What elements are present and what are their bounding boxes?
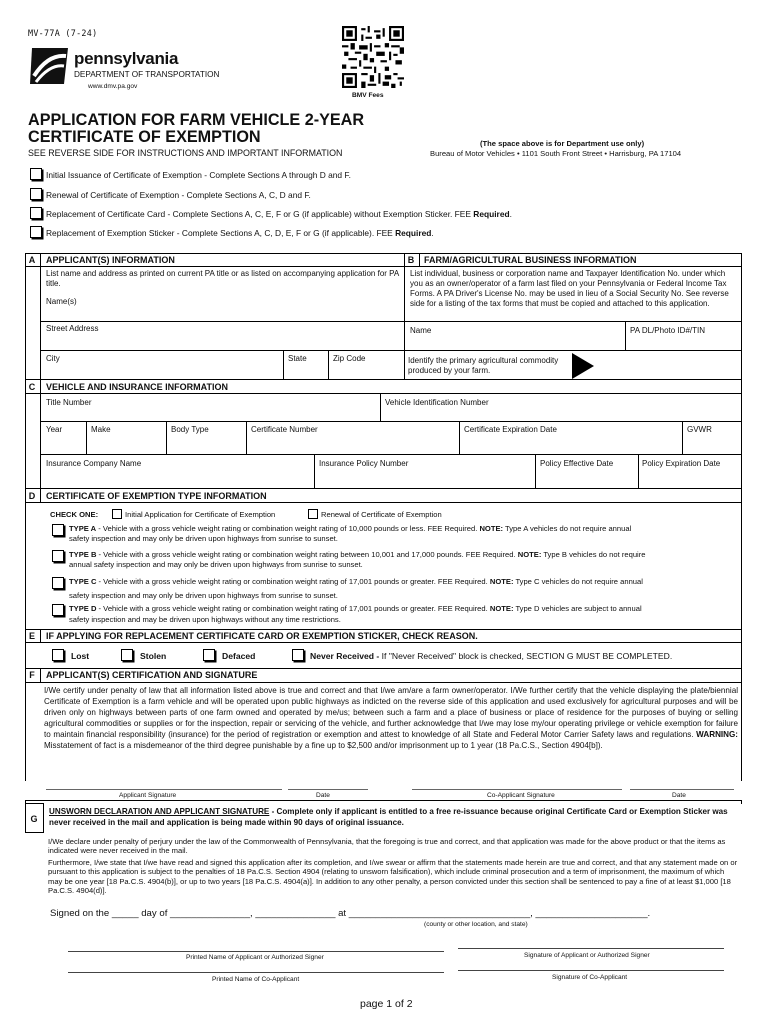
option-replace-card-label: Replacement of Certificate Card - Complete Sections A, C, E, F or G (if applicable) without Exemption Sticker. FEE Required. bbox=[46, 209, 512, 219]
type-c-text: TYPE C - Vehicle with a gross vehicle weight rating or combination weight rating of 17,001 pounds or greater. FEE Required. NOTE: Type C vehicles do not require annual bbox=[69, 577, 643, 586]
cert-exp-field[interactable] bbox=[460, 422, 682, 454]
section-a-instruction: List name and address as printed on current PA title or as listed on accompanying application for PA title. bbox=[46, 269, 399, 288]
section-f-letter: F bbox=[29, 670, 35, 680]
arrow-right-icon bbox=[572, 353, 594, 379]
printed-name-coapplicant-label: Printed Name of Co-Applicant bbox=[212, 976, 300, 983]
applicant-signature-field[interactable] bbox=[46, 770, 282, 789]
applicant-signature-label: Applicant Signature bbox=[119, 792, 177, 799]
section-g-letter: G bbox=[30, 814, 38, 824]
certificate-number-label: Certificate Number bbox=[251, 425, 318, 434]
dl-tin-field[interactable] bbox=[626, 322, 741, 350]
option-replace-sticker-label: Replacement of Exemption Sticker - Complete Sections A, C, D, E, F or G (if applicable). FEE Required. bbox=[46, 228, 434, 238]
title-number-label: Title Number bbox=[46, 398, 92, 407]
type-d-checkbox[interactable] bbox=[52, 604, 64, 616]
option-renewal-checkbox[interactable] bbox=[30, 188, 42, 200]
gvwr-label: GVWR bbox=[687, 425, 712, 434]
make-label: Make bbox=[91, 425, 111, 434]
option-renewal-label: Renewal of Certificate of Exemption - Complete Sections A, C, D and F. bbox=[46, 190, 311, 200]
dept-use-note: (The space above is for Department use only) bbox=[480, 139, 645, 148]
policy-effective-label: Policy Effective Date bbox=[540, 459, 614, 468]
cert-exp-label: Certificate Expiration Date bbox=[464, 425, 557, 434]
initial-application-checkbox[interactable] bbox=[112, 509, 122, 519]
section-e-title: IF APPLYING FOR REPLACEMENT CERTIFICATE CARD OR EXEMPTION STICKER, CHECK REASON. bbox=[46, 631, 478, 641]
names-label: Name(s) bbox=[46, 297, 77, 306]
year-label: Year bbox=[46, 425, 63, 434]
stolen-label: Stolen bbox=[140, 651, 167, 661]
type-d-text-2: safety inspection and may be driven upon highways without any time restrictions. bbox=[69, 615, 341, 624]
city-field[interactable] bbox=[40, 351, 283, 379]
page-number: page 1 of 2 bbox=[360, 998, 413, 1010]
never-received-checkbox[interactable] bbox=[292, 649, 304, 661]
policy-expiration-label: Policy Expiration Date bbox=[642, 459, 721, 468]
title-line1: APPLICATION FOR FARM VEHICLE 2-YEAR bbox=[28, 111, 365, 129]
co-applicant-signature-field[interactable] bbox=[412, 770, 622, 789]
section-c-title: VEHICLE AND INSURANCE INFORMATION bbox=[46, 382, 228, 392]
agency-dept: DEPARTMENT OF TRANSPORTATION bbox=[74, 70, 220, 79]
section-b-instruction: List individual, business or corporation name and Taxpayer Identification No. under which you as an owner/operator of a farm last filed on your Pennsylvania or Federal Income Tax Forms. A PA Driver's License No. may be used in lieu of a Social Security No. See reverse side for a listing of the tax forms that must be copied and attached to this application. bbox=[410, 269, 729, 308]
city-label: City bbox=[46, 354, 60, 363]
lost-label: Lost bbox=[71, 651, 90, 661]
section-b-letter: B bbox=[407, 255, 415, 265]
policy-number-field[interactable] bbox=[315, 455, 535, 488]
signature-applicant-field[interactable] bbox=[458, 931, 724, 948]
names-field[interactable] bbox=[40, 294, 404, 321]
option-initial-checkbox[interactable] bbox=[30, 168, 42, 180]
section-a-letter: A bbox=[28, 255, 36, 265]
type-d-text: TYPE D - Vehicle with a gross vehicle weight rating or combination weight rating of 17,001 pounds or greater. FEE Required. NOTE: Type D vehicles are subject to annual bbox=[69, 604, 642, 613]
renewal-label: Renewal of Certificate of Exemption bbox=[321, 510, 442, 519]
initial-application-label: Initial Application for Certificate of Exemption bbox=[125, 510, 276, 519]
type-a-text: TYPE A - Vehicle with a gross vehicle weight rating or combination weight rating of 10,000 pounds or less. FEE Required. NOTE: Type A vehicles do not require annual bbox=[69, 524, 632, 533]
business-name-label: Name bbox=[410, 326, 432, 335]
section-a-title: APPLICANT(S) INFORMATION bbox=[46, 255, 175, 265]
section-c-letter: C bbox=[28, 382, 36, 392]
vin-field[interactable] bbox=[381, 394, 741, 421]
printed-name-coapplicant-field[interactable] bbox=[68, 956, 444, 972]
defaced-checkbox[interactable] bbox=[203, 649, 215, 661]
type-b-text: TYPE B - Vehicle with a gross vehicle weight rating or combination weight rating between 10,001 and 17,000 pounds. FEE Required. NOTE: Type B vehicles do not require bbox=[69, 550, 646, 559]
type-b-text-2: annual safety inspection and may only be driven upon highways from sunrise to sunset. bbox=[69, 560, 363, 569]
section-e-letter: E bbox=[28, 631, 35, 641]
body-type-label: Body Type bbox=[171, 425, 209, 434]
signature-coapplicant-label: Signature of Co-Applicant bbox=[552, 974, 628, 981]
type-c-checkbox[interactable] bbox=[52, 577, 64, 589]
policy-expiration-field[interactable] bbox=[639, 455, 741, 488]
renewal-checkbox[interactable] bbox=[308, 509, 318, 519]
defaced-label: Defaced bbox=[222, 651, 256, 661]
bureau-address: Bureau of Motor Vehicles • 1101 South Front Street • Harrisburg, PA 17104 bbox=[430, 149, 682, 158]
keystone-logo-icon bbox=[28, 46, 72, 86]
section-d-title: CERTIFICATE OF EXEMPTION TYPE INFORMATION bbox=[46, 491, 267, 501]
type-b-checkbox[interactable] bbox=[52, 550, 64, 562]
qr-code-icon bbox=[342, 26, 404, 88]
printed-name-applicant-field[interactable] bbox=[68, 934, 444, 951]
gvwr-field[interactable] bbox=[683, 422, 741, 454]
applicant-date-field[interactable] bbox=[288, 770, 368, 789]
type-a-checkbox[interactable] bbox=[52, 524, 64, 536]
section-f-title: APPLICANT(S) CERTIFICATION AND SIGNATURE bbox=[46, 670, 258, 680]
printed-name-applicant-label: Printed Name of Applicant or Authorized Signer bbox=[186, 954, 324, 961]
state-field[interactable] bbox=[284, 351, 328, 379]
type-c-text-2: safety inspection and may only be driven upon highways from sunrise to sunset. bbox=[69, 591, 338, 600]
signature-coapplicant-field[interactable] bbox=[458, 954, 724, 970]
county-label: (county or other location, and state) bbox=[424, 921, 528, 928]
make-field[interactable] bbox=[87, 422, 166, 454]
applicant-date-label: Date bbox=[316, 792, 330, 799]
agency-name: pennsylvania bbox=[74, 49, 179, 68]
commodity-field[interactable] bbox=[596, 351, 741, 379]
commodity-label: Identify the primary agricultural commodity produced by your farm. bbox=[408, 356, 559, 375]
lost-checkbox[interactable] bbox=[52, 649, 64, 661]
agency-url[interactable]: www.dmv.pa.gov bbox=[88, 83, 138, 90]
section-b-title: FARM/AGRICULTURAL BUSINESS INFORMATION bbox=[424, 255, 637, 265]
policy-effective-field[interactable] bbox=[536, 455, 638, 488]
stolen-checkbox[interactable] bbox=[121, 649, 133, 661]
option-replace-card-checkbox[interactable] bbox=[30, 207, 42, 219]
certification-text: I/We certify under penalty of law that all information listed above is true and correct and that I/we am/are a farm owner/operator. I/We further certify that the vehicle displaying the plate/biennial Certificate of Exemption is a farm vehicle and will be operated upon public highways as indicted on the reverse side of this application and used exclusively for agricultural purposes and will be driven only on highways between parts of one farm owned and operated by me/us; between such a farm and a place of business or place of residence for the purposes of buying or selling agricultural commodities or supplies or for the inspection, repair or servicing of the vehicle, and further acknowledge that I/we may lose my/our operating privilege or vehicle exemption for failure to maintain financial responsibility (insurance) for the period of registration or exemption and attest to knowledge of all State and Federal Motor Carrier Safety laws and regulations. WARNING: Misstatement of fact is a misdemeanor of the third degree punishable by a fine up to $2,500 and/or imprisonment up to 1 year (18 Pa.C.S., Section 4904[b]). bbox=[44, 686, 738, 750]
form-code: MV-77A (7-24) bbox=[28, 28, 98, 38]
check-one-label: CHECK ONE: bbox=[50, 510, 99, 519]
zip-field[interactable] bbox=[329, 351, 404, 379]
title-line2: CERTIFICATE OF EXEMPTION bbox=[28, 128, 261, 146]
subtitle: SEE REVERSE SIDE FOR INSTRUCTIONS AND IMPORTANT INFORMATION bbox=[28, 148, 343, 158]
street-label: Street Address bbox=[46, 324, 99, 333]
body-type-field[interactable] bbox=[167, 422, 246, 454]
co-applicant-signature-label: Co-Applicant Signature bbox=[487, 792, 555, 799]
never-received-label: Never Received - If "Never Received" block is checked, SECTION G MUST BE COMPLETED. bbox=[310, 651, 673, 661]
type-a-text-2: safety inspection and may only be driven upon highways from sunrise to sunset. bbox=[69, 534, 338, 543]
option-replace-sticker-checkbox[interactable] bbox=[30, 226, 42, 238]
zip-label: Zip Code bbox=[333, 354, 366, 363]
section-g-heading: UNSWORN DECLARATION AND APPLICANT SIGNATURE - Complete only if applicant is entitled to a free re-issuance because original Certificate Card or Exemption Sticker was never received in the mail and application is being made within 90 days of original issuance. bbox=[49, 807, 728, 827]
declaration-paragraph-1: I/We declare under penalty of perjury under the law of the Commonwealth of Pennsylvania, that the foregoing is true and correct, and that application was made for the above product or that the items as indicated were never received in the mail. bbox=[48, 837, 726, 856]
insurance-company-field[interactable] bbox=[41, 455, 314, 488]
year-field[interactable] bbox=[41, 422, 86, 454]
state-label: State bbox=[288, 354, 307, 363]
insurance-company-label: Insurance Company Name bbox=[46, 459, 142, 468]
dl-tin-label: PA DL/Photo ID#/TIN bbox=[630, 326, 705, 335]
signed-on-line[interactable]: Signed on the _____ day of _______________, _______________ at __________________________________, _____________________. bbox=[50, 908, 651, 919]
declaration-paragraph-2: Furthermore, I/we state that I/we have read and signed this application after its completion, and I/we swear or affirm that the statements made herein are true and correct, and that any statement made on or pursuant to this application is subject to the penalties of 18 Pa.C.S. Section 4904 (relating to unsworn falsification), which include criminal prosecution and a term of imprisonment, the maximum of which may be one year [18 Pa.C.S. 4904(b)], or up to two years [18 Pa.C.S. 4904(a)]. In addition to any other penalty, a person convicted under this section shall be sentenced to pay a fine of at least $1,000 [18 Pa.C.S. 4904(d)]. bbox=[48, 858, 738, 896]
co-applicant-date-field[interactable] bbox=[630, 770, 734, 789]
certificate-number-field[interactable] bbox=[247, 422, 459, 454]
signature-applicant-label: Signature of Applicant or Authorized Signer bbox=[524, 952, 650, 959]
option-initial-label: Initial Issuance of Certificate of Exemption - Complete Sections A through D and F. bbox=[46, 170, 351, 180]
bmv-fees: BMV Fees bbox=[352, 92, 384, 99]
vin-label: Vehicle Identification Number bbox=[385, 398, 489, 407]
title-number-field[interactable] bbox=[41, 394, 380, 421]
co-applicant-date-label: Date bbox=[672, 792, 686, 799]
business-name-field[interactable] bbox=[405, 322, 625, 350]
street-field[interactable] bbox=[40, 322, 404, 350]
section-d-letter: D bbox=[28, 491, 36, 501]
policy-number-label: Insurance Policy Number bbox=[319, 459, 409, 468]
